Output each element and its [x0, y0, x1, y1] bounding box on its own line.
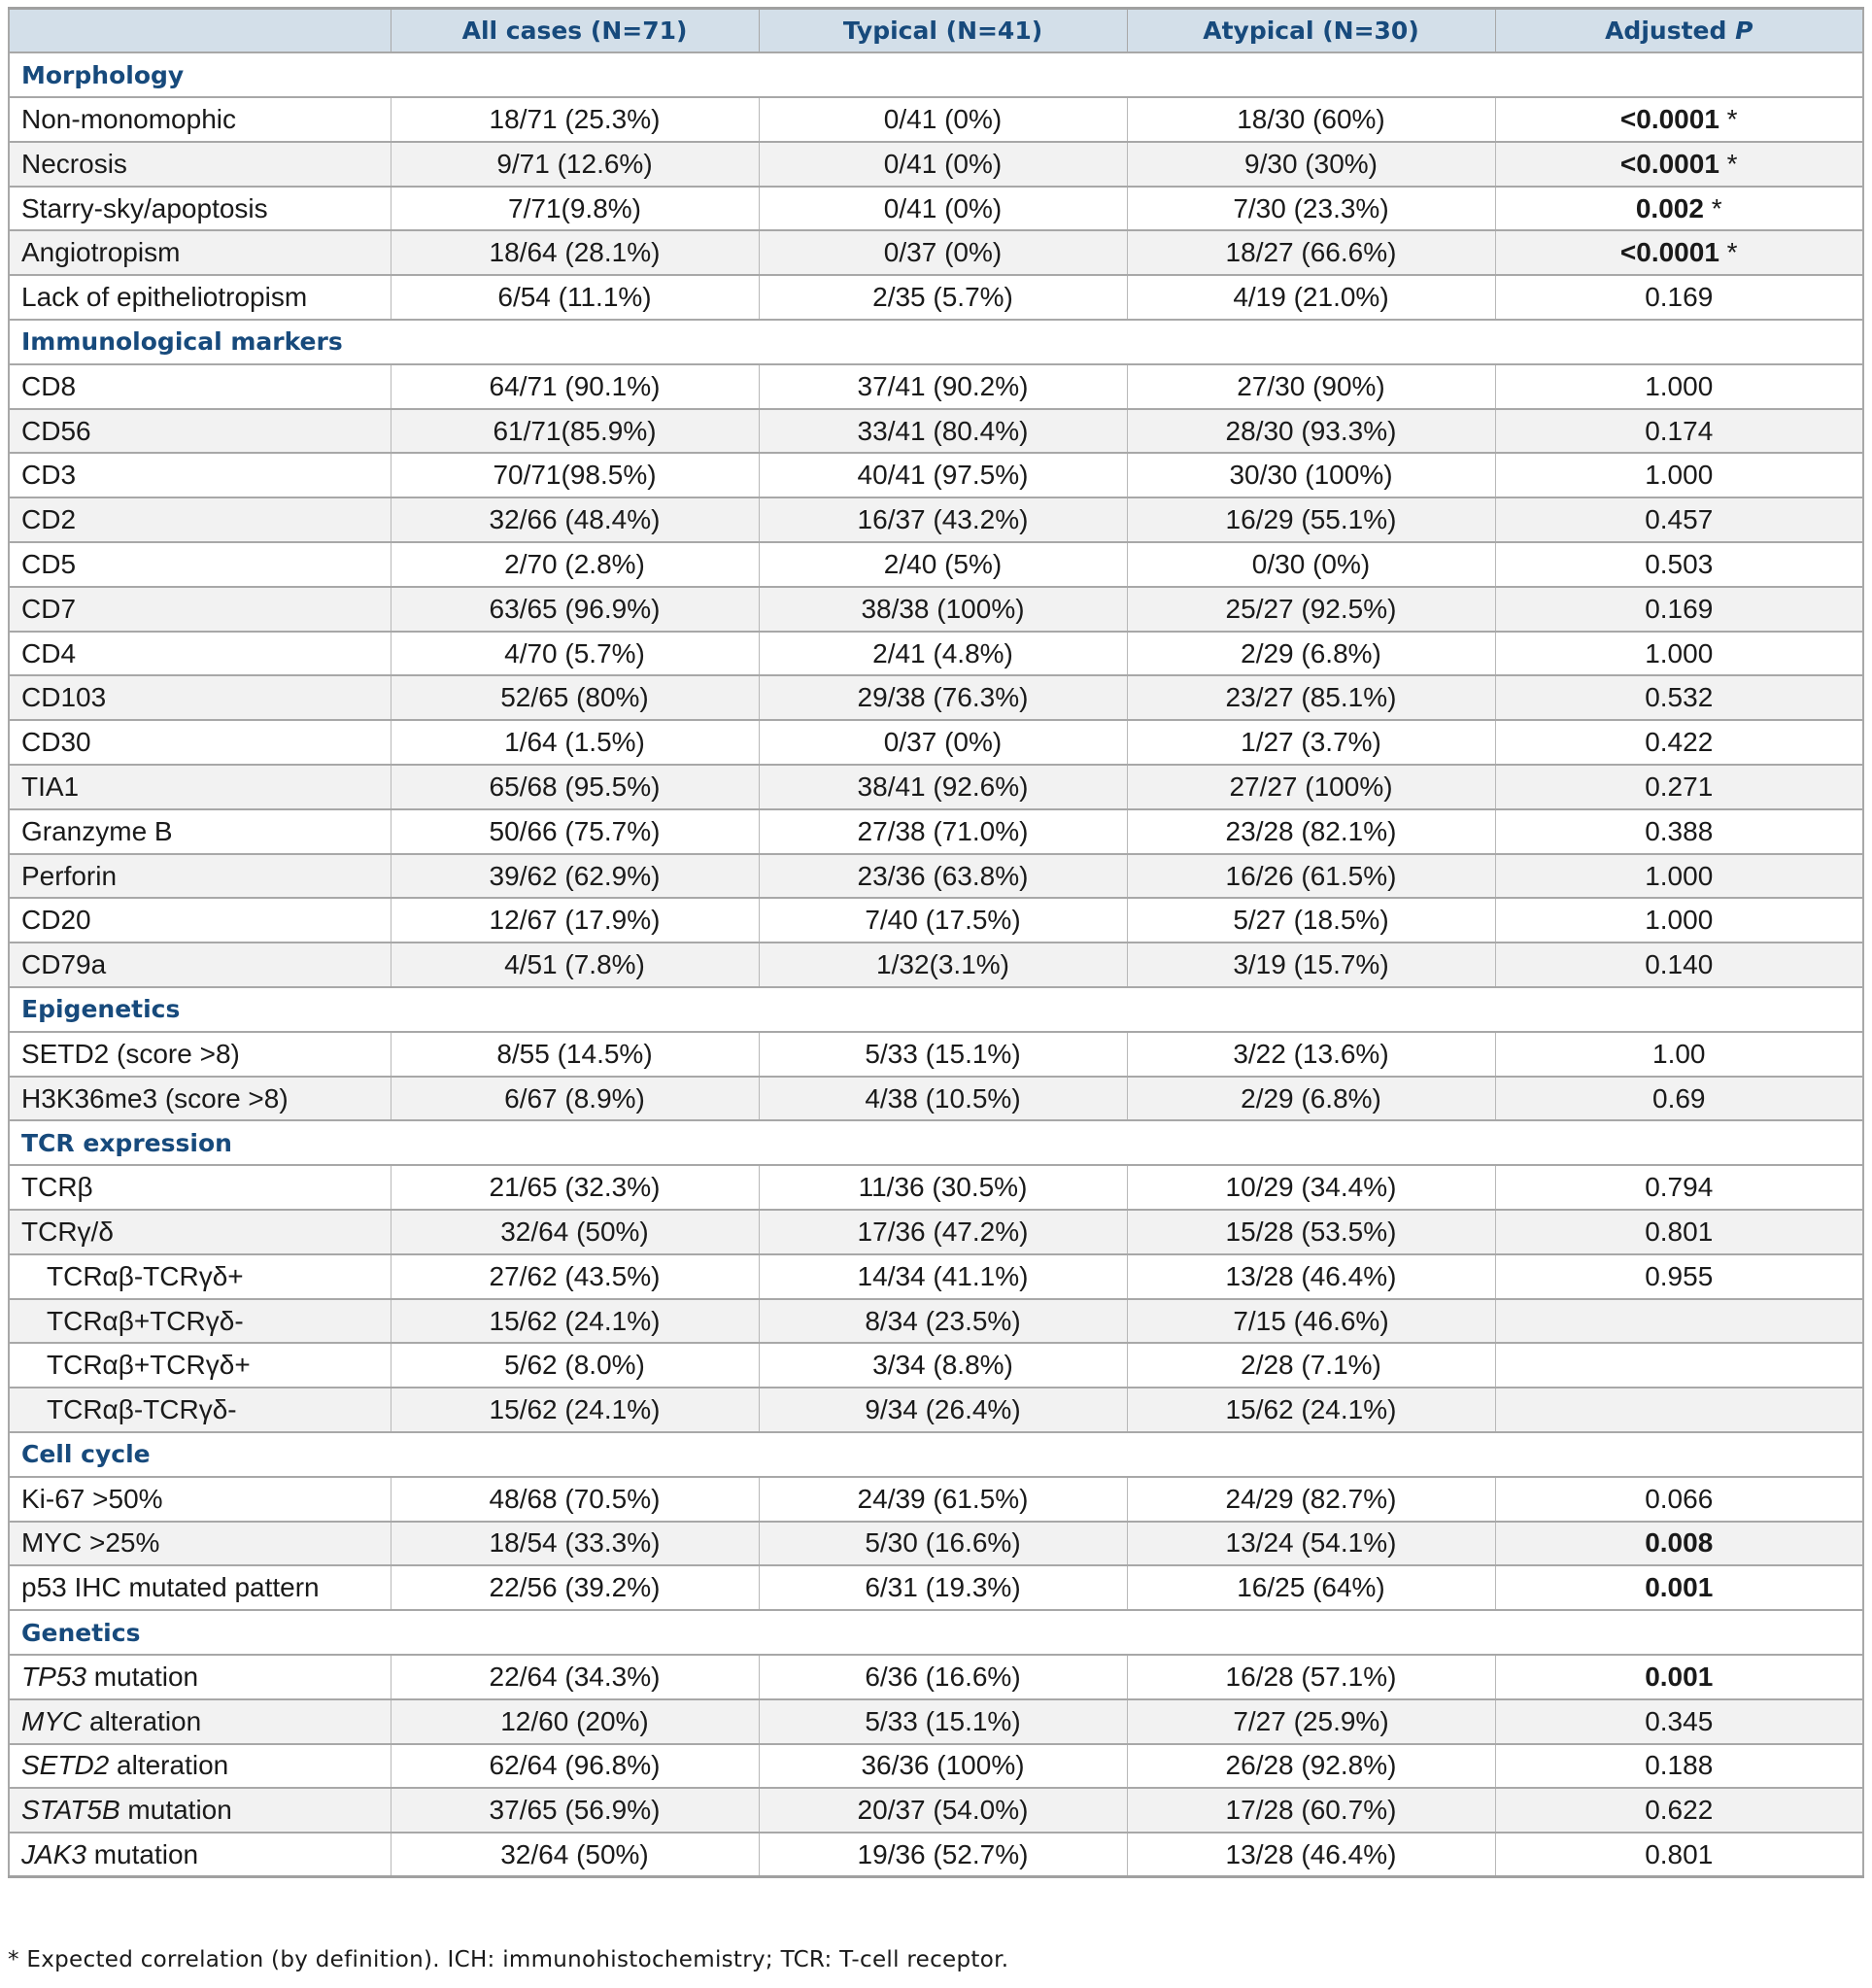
row-label: Perforin [9, 854, 391, 899]
cell-all-cases: 63/65 (96.9%) [391, 587, 759, 632]
table-row [9, 587, 1863, 632]
cell-typical: 11/36 (30.5%) [759, 1165, 1127, 1210]
row-label: CD103 [9, 675, 391, 720]
header-all-cases: All cases (N=71) [391, 9, 759, 53]
cell-adjusted-p [1495, 809, 1863, 854]
cell-all-cases: 32/64 (50%) [391, 1210, 759, 1254]
cell-atypical: 13/24 (54.1%) [1127, 1522, 1495, 1566]
table-row [9, 898, 1863, 943]
cell-typical: 17/36 (47.2%) [759, 1210, 1127, 1254]
cell-atypical: 27/30 (90%) [1127, 364, 1495, 409]
cell-typical: 40/41 (97.5%) [759, 453, 1127, 497]
row-label: Granzyme B [9, 809, 391, 854]
cell-typical: 3/34 (8.8%) [759, 1343, 1127, 1388]
cell-atypical: 30/30 (100%) [1127, 453, 1495, 497]
table-row [9, 542, 1863, 587]
cell-adjusted-p [1495, 1210, 1863, 1254]
section-header-row [9, 987, 1863, 1032]
cell-adjusted-p [1495, 1744, 1863, 1789]
p-value: 0.001 [1645, 1661, 1714, 1692]
cell-atypical: 2/28 (7.1%) [1127, 1343, 1495, 1388]
row-label: TCRαβ-TCRγδ+ [9, 1254, 391, 1299]
cell-adjusted-p [1495, 409, 1863, 454]
table-row [9, 1522, 1863, 1566]
cell-atypical: 2/29 (6.8%) [1127, 632, 1495, 676]
cell-adjusted-p [1495, 1655, 1863, 1699]
cell-adjusted-p [1495, 675, 1863, 720]
cell-atypical: 16/28 (57.1%) [1127, 1655, 1495, 1699]
gene-name: MYC [21, 1705, 83, 1736]
cell-adjusted-p [1495, 587, 1863, 632]
expected-correlation-asterisk: * [1719, 237, 1738, 268]
results-table [8, 7, 1864, 1878]
section-title: Epigenetics [9, 987, 1863, 1032]
cell-adjusted-p [1495, 1077, 1863, 1121]
cell-atypical: 0/30 (0%) [1127, 542, 1495, 587]
table-row [9, 1744, 1863, 1789]
p-value: <0.0001 [1619, 237, 1719, 268]
p-value: 0.622 [1645, 1795, 1714, 1826]
row-label: Lack of epitheliotropism [9, 275, 391, 320]
cell-typical: 27/38 (71.0%) [759, 809, 1127, 854]
table-row [9, 632, 1863, 676]
cell-atypical: 9/30 (30%) [1127, 142, 1495, 187]
cell-atypical: 25/27 (92.5%) [1127, 587, 1495, 632]
cell-atypical: 10/29 (34.4%) [1127, 1165, 1495, 1210]
section-title: TCR expression [9, 1120, 1863, 1165]
p-value: 0.008 [1645, 1527, 1714, 1559]
cell-all-cases: 21/65 (32.3%) [391, 1165, 759, 1210]
section-header-row [9, 52, 1863, 97]
p-value: 0.174 [1645, 415, 1714, 446]
cell-all-cases: 32/64 (50%) [391, 1833, 759, 1877]
row-label: CD79a [9, 943, 391, 987]
cell-typical: 19/36 (52.7%) [759, 1833, 1127, 1877]
cell-adjusted-p [1495, 1833, 1863, 1877]
row-label-text: alteration [109, 1750, 229, 1781]
row-label: SETD2 (score >8) [9, 1032, 391, 1077]
p-value: 0.801 [1645, 1216, 1714, 1247]
cell-atypical: 3/22 (13.6%) [1127, 1032, 1495, 1077]
header-atypical: Atypical (N=30) [1127, 9, 1495, 53]
table-row [9, 1699, 1863, 1744]
table-row [9, 1833, 1863, 1877]
cell-all-cases: 18/64 (28.1%) [391, 230, 759, 275]
row-label: Necrosis [9, 142, 391, 187]
cell-typical: 38/38 (100%) [759, 587, 1127, 632]
table-row [9, 142, 1863, 187]
cell-adjusted-p [1495, 1343, 1863, 1388]
row-label: TCRαβ+TCRγδ- [9, 1299, 391, 1344]
section-title: Cell cycle [9, 1432, 1863, 1477]
cell-all-cases: 2/70 (2.8%) [391, 542, 759, 587]
cell-adjusted-p [1495, 1788, 1863, 1833]
section-header-row [9, 320, 1863, 364]
cell-all-cases: 70/71(98.5%) [391, 453, 759, 497]
row-label: CD8 [9, 364, 391, 409]
cell-typical: 7/40 (17.5%) [759, 898, 1127, 943]
cell-all-cases: 32/66 (48.4%) [391, 497, 759, 542]
gene-name: STAT5B [21, 1795, 120, 1826]
table-row [9, 1343, 1863, 1388]
cell-typical: 0/41 (0%) [759, 187, 1127, 231]
header-adjusted-p-symbol: P [1735, 17, 1753, 46]
p-value: 0.188 [1645, 1750, 1714, 1781]
cell-all-cases: 4/70 (5.7%) [391, 632, 759, 676]
cell-adjusted-p [1495, 1165, 1863, 1210]
table-row [9, 1477, 1863, 1522]
cell-atypical: 18/27 (66.6%) [1127, 230, 1495, 275]
table-row [9, 1032, 1863, 1077]
cell-atypical: 13/28 (46.4%) [1127, 1833, 1495, 1877]
table-row [9, 675, 1863, 720]
section-title: Morphology [9, 52, 1863, 97]
cell-all-cases: 9/71 (12.6%) [391, 142, 759, 187]
cell-typical: 23/36 (63.8%) [759, 854, 1127, 899]
table-row [9, 1388, 1863, 1432]
p-value: <0.0001 [1619, 103, 1719, 134]
expected-correlation-asterisk: * [1719, 148, 1738, 179]
cell-atypical: 3/19 (15.7%) [1127, 943, 1495, 987]
cell-typical: 36/36 (100%) [759, 1744, 1127, 1789]
table-row [9, 97, 1863, 142]
cell-typical: 2/35 (5.7%) [759, 275, 1127, 320]
cell-typical: 6/31 (19.3%) [759, 1565, 1127, 1610]
cell-adjusted-p [1495, 142, 1863, 187]
cell-all-cases: 52/65 (80%) [391, 675, 759, 720]
cell-all-cases: 12/67 (17.9%) [391, 898, 759, 943]
cell-all-cases: 7/71(9.8%) [391, 187, 759, 231]
cell-all-cases: 6/67 (8.9%) [391, 1077, 759, 1121]
cell-atypical: 18/30 (60%) [1127, 97, 1495, 142]
cell-adjusted-p [1495, 632, 1863, 676]
row-label: TCRβ [9, 1165, 391, 1210]
table-row [9, 1565, 1863, 1610]
cell-all-cases: 64/71 (90.1%) [391, 364, 759, 409]
cell-all-cases: 18/71 (25.3%) [391, 97, 759, 142]
cell-typical: 5/33 (15.1%) [759, 1032, 1127, 1077]
cell-all-cases: 50/66 (75.7%) [391, 809, 759, 854]
p-value: 1.00 [1652, 1038, 1706, 1069]
table-row [9, 1655, 1863, 1699]
cell-atypical: 16/29 (55.1%) [1127, 497, 1495, 542]
cell-atypical: 1/27 (3.7%) [1127, 720, 1495, 765]
cell-all-cases: 15/62 (24.1%) [391, 1388, 759, 1432]
row-label-text: mutation [85, 1838, 199, 1869]
cell-adjusted-p [1495, 187, 1863, 231]
cell-adjusted-p [1495, 1299, 1863, 1344]
cell-atypical: 13/28 (46.4%) [1127, 1254, 1495, 1299]
cell-typical: 38/41 (92.6%) [759, 765, 1127, 809]
section-title: Genetics [9, 1610, 1863, 1655]
cell-atypical: 16/25 (64%) [1127, 1565, 1495, 1610]
cell-all-cases: 6/54 (11.1%) [391, 275, 759, 320]
cell-all-cases: 8/55 (14.5%) [391, 1032, 759, 1077]
table-row [9, 943, 1863, 987]
p-value: 0.066 [1645, 1483, 1714, 1514]
row-label: CD20 [9, 898, 391, 943]
cell-adjusted-p [1495, 765, 1863, 809]
p-value: 1.000 [1645, 460, 1714, 491]
table-row [9, 1299, 1863, 1344]
table-row [9, 1077, 1863, 1121]
header-adjusted-p [1495, 9, 1863, 53]
header-typical: Typical (N=41) [759, 9, 1127, 53]
p-value: <0.0001 [1619, 148, 1719, 179]
cell-adjusted-p [1495, 854, 1863, 899]
cell-all-cases: 15/62 (24.1%) [391, 1299, 759, 1344]
cell-atypical: 2/29 (6.8%) [1127, 1077, 1495, 1121]
row-label: Ki-67 >50% [9, 1477, 391, 1522]
cell-typical: 37/41 (90.2%) [759, 364, 1127, 409]
cell-atypical: 7/15 (46.6%) [1127, 1299, 1495, 1344]
cell-atypical: 7/27 (25.9%) [1127, 1699, 1495, 1744]
cell-typical: 16/37 (43.2%) [759, 497, 1127, 542]
cell-atypical: 15/62 (24.1%) [1127, 1388, 1495, 1432]
table-row [9, 1788, 1863, 1833]
section-header-row [9, 1120, 1863, 1165]
cell-atypical: 16/26 (61.5%) [1127, 854, 1495, 899]
p-value: 0.271 [1645, 771, 1714, 802]
table-row [9, 497, 1863, 542]
table-header [9, 9, 1863, 53]
section-title: Immunological markers [9, 320, 1863, 364]
row-label: CD3 [9, 453, 391, 497]
cell-all-cases: 48/68 (70.5%) [391, 1477, 759, 1522]
p-value: 0.794 [1645, 1172, 1714, 1203]
cell-all-cases: 4/51 (7.8%) [391, 943, 759, 987]
table-footnote: * Expected correlation (by definition). ICH: immunohistochemistry; TCR: T-cell receptor. [8, 1947, 1009, 1972]
row-label: MYC >25% [9, 1522, 391, 1566]
cell-typical: 8/34 (23.5%) [759, 1299, 1127, 1344]
gene-name: TP53 [21, 1661, 86, 1692]
p-value: 0.532 [1645, 682, 1714, 713]
row-label: CD5 [9, 542, 391, 587]
row-label [9, 1744, 391, 1789]
p-value: 0.955 [1645, 1260, 1714, 1291]
row-label-text: mutation [119, 1795, 232, 1826]
cell-typical: 2/41 (4.8%) [759, 632, 1127, 676]
gene-name: JAK3 [21, 1838, 86, 1869]
cell-all-cases: 61/71(85.9%) [391, 409, 759, 454]
cell-adjusted-p [1495, 230, 1863, 275]
cell-typical: 29/38 (76.3%) [759, 675, 1127, 720]
table-row [9, 809, 1863, 854]
p-value: 0.345 [1645, 1705, 1714, 1736]
p-value: 0.503 [1645, 548, 1714, 579]
cell-adjusted-p [1495, 720, 1863, 765]
p-value: 1.000 [1645, 860, 1714, 891]
cell-adjusted-p [1495, 898, 1863, 943]
p-value: 0.69 [1652, 1082, 1706, 1114]
table-body [9, 52, 1863, 1877]
cell-adjusted-p [1495, 364, 1863, 409]
cell-atypical: 23/28 (82.1%) [1127, 809, 1495, 854]
p-value: 1.000 [1645, 637, 1714, 668]
cell-adjusted-p [1495, 1699, 1863, 1744]
cell-adjusted-p [1495, 97, 1863, 142]
cell-atypical: 4/19 (21.0%) [1127, 275, 1495, 320]
cell-atypical: 27/27 (100%) [1127, 765, 1495, 809]
p-value: 0.001 [1645, 1572, 1714, 1603]
row-label-text: alteration [82, 1705, 202, 1736]
row-label: Non-monomophic [9, 97, 391, 142]
table-row [9, 765, 1863, 809]
table-row [9, 453, 1863, 497]
row-label: TIA1 [9, 765, 391, 809]
table-row [9, 1165, 1863, 1210]
gene-name: SETD2 [21, 1750, 110, 1781]
row-label: TCRαβ-TCRγδ- [9, 1388, 391, 1432]
cell-adjusted-p [1495, 275, 1863, 320]
cell-adjusted-p [1495, 453, 1863, 497]
p-value: 0.457 [1645, 504, 1714, 535]
row-label: Starry-sky/apoptosis [9, 187, 391, 231]
cell-typical: 0/41 (0%) [759, 142, 1127, 187]
table-row [9, 1210, 1863, 1254]
row-label [9, 1655, 391, 1699]
table-row [9, 364, 1863, 409]
cell-typical: 1/32(3.1%) [759, 943, 1127, 987]
cell-all-cases: 39/62 (62.9%) [391, 854, 759, 899]
cell-adjusted-p [1495, 1477, 1863, 1522]
cell-adjusted-p [1495, 497, 1863, 542]
cell-atypical: 5/27 (18.5%) [1127, 898, 1495, 943]
cell-adjusted-p [1495, 1388, 1863, 1432]
cell-atypical: 26/28 (92.8%) [1127, 1744, 1495, 1789]
cell-all-cases: 12/60 (20%) [391, 1699, 759, 1744]
row-label [9, 1833, 391, 1877]
cell-typical: 14/34 (41.1%) [759, 1254, 1127, 1299]
table-row [9, 187, 1863, 231]
table-row [9, 854, 1863, 899]
cell-all-cases: 22/56 (39.2%) [391, 1565, 759, 1610]
p-value: 0.801 [1645, 1838, 1714, 1869]
cell-adjusted-p [1495, 542, 1863, 587]
p-value: 0.169 [1645, 282, 1714, 313]
cell-atypical: 7/30 (23.3%) [1127, 187, 1495, 231]
row-label: TCRαβ+TCRγδ+ [9, 1343, 391, 1388]
cell-all-cases: 27/62 (43.5%) [391, 1254, 759, 1299]
cell-typical: 0/37 (0%) [759, 230, 1127, 275]
cell-typical: 5/30 (16.6%) [759, 1522, 1127, 1566]
cell-typical: 0/41 (0%) [759, 97, 1127, 142]
cell-atypical: 15/28 (53.5%) [1127, 1210, 1495, 1254]
p-value: 1.000 [1645, 370, 1714, 401]
cell-atypical: 23/27 (85.1%) [1127, 675, 1495, 720]
row-label [9, 1788, 391, 1833]
cell-typical: 20/37 (54.0%) [759, 1788, 1127, 1833]
expected-correlation-asterisk: * [1719, 103, 1738, 134]
row-label: CD2 [9, 497, 391, 542]
p-value: 0.388 [1645, 815, 1714, 846]
cell-adjusted-p [1495, 943, 1863, 987]
cell-typical: 4/38 (10.5%) [759, 1077, 1127, 1121]
cell-adjusted-p [1495, 1032, 1863, 1077]
cell-typical: 9/34 (26.4%) [759, 1388, 1127, 1432]
p-value: 1.000 [1645, 905, 1714, 936]
header-row [9, 9, 1863, 53]
row-label: H3K36me3 (score >8) [9, 1077, 391, 1121]
row-label: CD4 [9, 632, 391, 676]
row-label: CD30 [9, 720, 391, 765]
header-variable [9, 9, 391, 53]
table-row [9, 230, 1863, 275]
row-label: CD56 [9, 409, 391, 454]
cell-all-cases: 62/64 (96.8%) [391, 1744, 759, 1789]
cell-atypical: 28/30 (93.3%) [1127, 409, 1495, 454]
cell-typical: 2/40 (5%) [759, 542, 1127, 587]
header-adjusted-p-label: Adjusted [1605, 17, 1736, 46]
cell-typical: 24/39 (61.5%) [759, 1477, 1127, 1522]
row-label [9, 1699, 391, 1744]
cell-atypical: 24/29 (82.7%) [1127, 1477, 1495, 1522]
table-row [9, 720, 1863, 765]
cell-all-cases: 18/54 (33.3%) [391, 1522, 759, 1566]
cell-typical: 33/41 (80.4%) [759, 409, 1127, 454]
cell-all-cases: 22/64 (34.3%) [391, 1655, 759, 1699]
p-value: 0.002 [1635, 192, 1704, 223]
table-row [9, 1254, 1863, 1299]
cell-all-cases: 65/68 (95.5%) [391, 765, 759, 809]
cell-all-cases: 37/65 (56.9%) [391, 1788, 759, 1833]
cell-adjusted-p [1495, 1565, 1863, 1610]
table-row [9, 409, 1863, 454]
section-header-row [9, 1432, 1863, 1477]
p-value: 0.169 [1645, 593, 1714, 624]
cell-adjusted-p [1495, 1522, 1863, 1566]
row-label: TCRγ/δ [9, 1210, 391, 1254]
row-label: Angiotropism [9, 230, 391, 275]
section-header-row [9, 1610, 1863, 1655]
row-label: CD7 [9, 587, 391, 632]
p-value: 0.140 [1645, 949, 1714, 980]
cell-adjusted-p [1495, 1254, 1863, 1299]
cell-all-cases: 5/62 (8.0%) [391, 1343, 759, 1388]
table-row [9, 275, 1863, 320]
p-value: 0.422 [1645, 727, 1714, 758]
cell-typical: 6/36 (16.6%) [759, 1655, 1127, 1699]
row-label: p53 IHC mutated pattern [9, 1565, 391, 1610]
cell-all-cases: 1/64 (1.5%) [391, 720, 759, 765]
expected-correlation-asterisk: * [1703, 192, 1722, 223]
cell-atypical: 17/28 (60.7%) [1127, 1788, 1495, 1833]
cell-typical: 0/37 (0%) [759, 720, 1127, 765]
row-label-text: mutation [85, 1661, 199, 1692]
cell-typical: 5/33 (15.1%) [759, 1699, 1127, 1744]
